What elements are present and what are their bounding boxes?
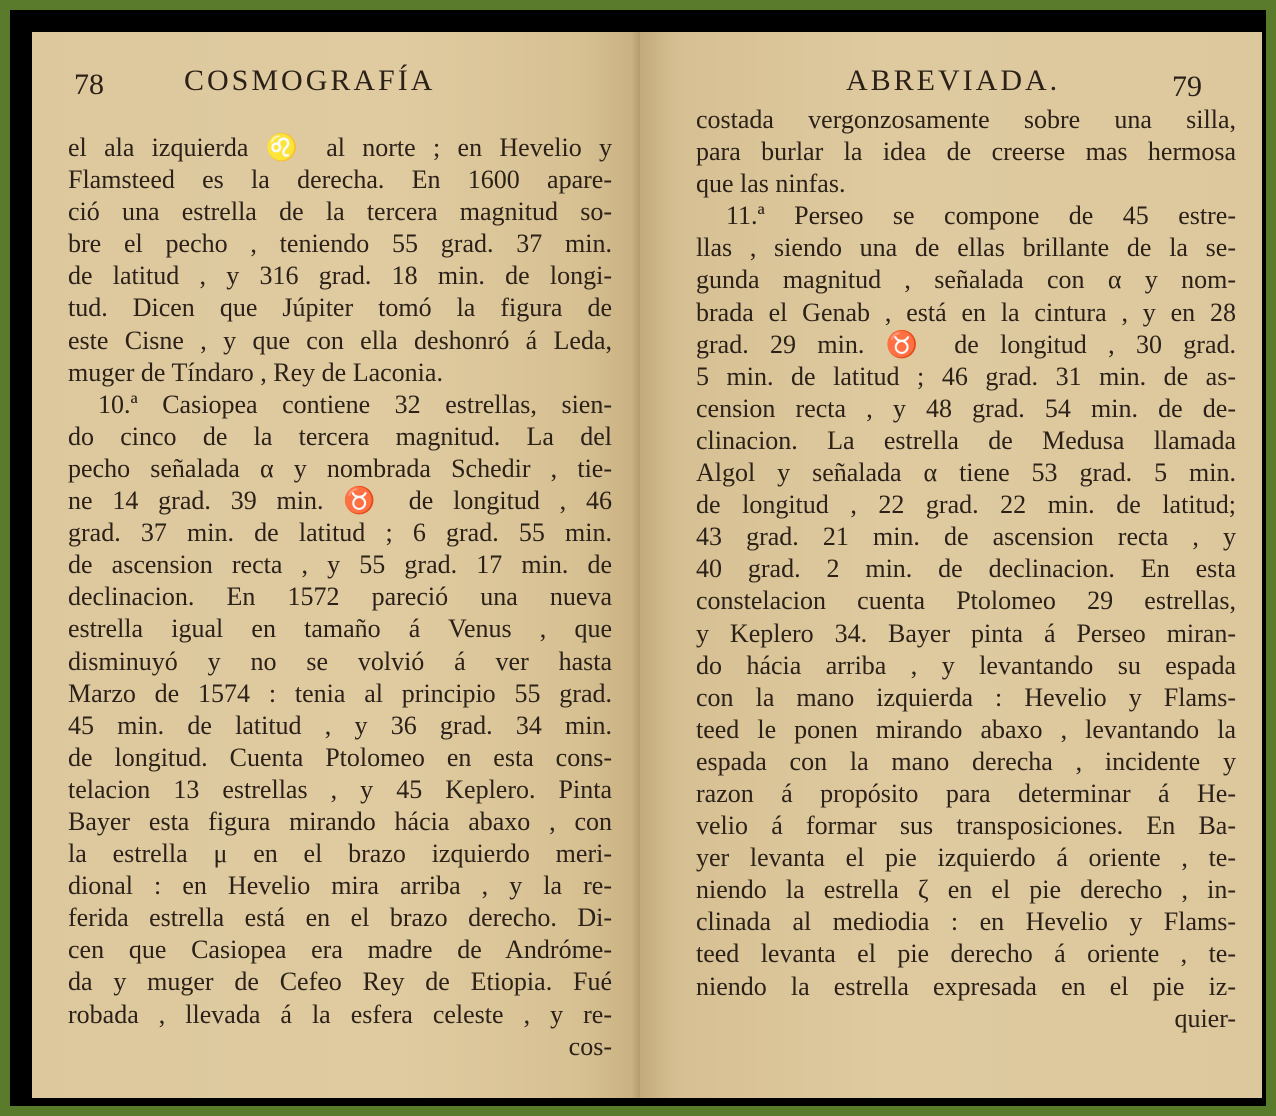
text-line: niendo la estrella expresada en el pie iz- [696, 971, 1236, 1001]
text-line: 43 grad. 21 min. de ascension recta , y [696, 522, 1236, 552]
text-line: de longitud , 22 grad. 22 min. de latitud; [696, 490, 1236, 520]
text-line: telacion 13 estrellas , y 45 Keplero. Pinta [68, 774, 612, 804]
left-page-number: 78 [74, 68, 104, 101]
text-line: para burlar la idea de creerse mas hermosa [696, 137, 1236, 167]
text-line: gunda magnitud , señalada con α y nom- [696, 265, 1236, 295]
catchword: quier- [1174, 1003, 1236, 1033]
text-line: 45 min. de latitud , y 36 grad. 34 min. [68, 710, 612, 740]
text-line: 40 grad. 2 min. de declinacion. En esta [696, 554, 1236, 584]
book-spread [32, 32, 1262, 1098]
text-line: clinada al mediodia : en Hevelio y Flams- [696, 907, 1236, 937]
text-line: de longitud. Cuenta Ptolomeo en esta cons- [68, 742, 612, 772]
text-line: dional : en Hevelio mira arriba , y la re- [68, 871, 612, 901]
text-line: Algol y señalada α tiene 53 grad. 5 min. [696, 458, 1236, 488]
text-line: pecho señalada α y nombrada Schedir , tie- [68, 453, 612, 483]
text-line: este Cisne , y que con ella deshonró á Leda, [68, 325, 612, 355]
left-page-header [68, 32, 612, 104]
right-page-body [696, 104, 1236, 1035]
text-line: ció una estrella de la tercera magnitud so- [68, 197, 612, 227]
text-line: yer levanta el pie izquierdo á oriente , te- [696, 843, 1236, 873]
text-line: teed levanta el pie derecho á oriente , te- [696, 939, 1236, 969]
left-running-head: COSMOGRAFÍA [184, 64, 436, 97]
left-page-body [68, 132, 612, 1063]
text-line: Flamsteed es la derecha. En 1600 apare- [68, 165, 612, 195]
text-line: de latitud , y 316 grad. 18 min. de longi- [68, 261, 612, 291]
text-line: que las ninfas. [696, 169, 846, 199]
text-line: niendo la estrella ζ en el pie derecho , in- [696, 875, 1236, 905]
text-line: de ascension recta , y 55 grad. 17 min. de [68, 550, 612, 580]
right-page-number: 79 [1172, 70, 1202, 103]
text-line: teed le ponen mirando abaxo , levantando la [696, 714, 1236, 744]
text-line: y Keplero 34. Bayer pinta á Perseo miran- [696, 618, 1236, 648]
catchword: cos- [568, 1031, 612, 1061]
text-line: tud. Dicen que Júpiter tomó la figura de [68, 293, 612, 323]
text-line: do cinco de la tercera magnitud. La del [68, 421, 612, 451]
text-line: bre el pecho , teniendo 55 grad. 37 min. [68, 229, 612, 259]
text-line: grad. 29 min. ♉ de longitud , 30 grad. [696, 329, 1236, 359]
text-line: disminuyó y no se volvió á ver hasta [68, 646, 612, 676]
text-line: llas , siendo una de ellas brillante de la se- [696, 233, 1236, 263]
right-page [640, 32, 1262, 1098]
text-line: Marzo de 1574 : tenia al principio 55 grad. [68, 678, 612, 708]
text-line: brada el Genab , está en la cintura , y en 28 [696, 297, 1236, 327]
text-line: 11.ª Perseo se compone de 45 estre- [726, 201, 1236, 231]
text-line: cension recta , y 48 grad. 54 min. de de- [696, 393, 1236, 423]
text-line: grad. 37 min. de latitud ; 6 grad. 55 min. [68, 518, 612, 548]
text-line: cen que Casiopea era madre de Andróme- [68, 935, 612, 965]
text-line: da y muger de Cefeo Rey de Etiopia. Fué [68, 967, 612, 997]
text-line: el ala izquierda ♌ al norte ; en Hevelio y [68, 133, 612, 162]
text-line: clinacion. La estrella de Medusa llamada [696, 425, 1236, 455]
text-line: 10.ª Casiopea contiene 32 estrellas, sien- [98, 389, 612, 419]
text-line: espada con la mano derecha , incidente y [696, 746, 1236, 776]
text-line: ferida estrella está en el brazo derecho. Di- [68, 903, 612, 933]
right-page-header [696, 32, 1236, 104]
text-line: robada , llevada á la esfera celeste , y re- [68, 999, 612, 1029]
text-line: constelacion cuenta Ptolomeo 29 estrellas, [696, 586, 1236, 616]
text-line: declinacion. En 1572 pareció una nueva [68, 582, 612, 612]
text-line: con la mano izquierda : Hevelio y Flams- [696, 682, 1236, 712]
text-line: estrella igual en tamaño á Venus , que [68, 614, 612, 644]
text-line: razon á propósito para determinar á He- [696, 778, 1236, 808]
left-page [32, 32, 640, 1098]
photo-frame [10, 10, 1266, 1106]
text-line: la estrella μ en el brazo izquierdo meri- [68, 839, 612, 869]
text-line: 5 min. de latitud ; 46 grad. 31 min. de as- [696, 361, 1236, 391]
text-line: ne 14 grad. 39 min. ♉ de longitud , 46 [68, 486, 612, 516]
text-line: costada vergonzosamente sobre una silla, [696, 105, 1236, 134]
text-line: do hácia arriba , y levantando su espada [696, 650, 1236, 680]
text-line: muger de Tíndaro , Rey de Laconia. [68, 357, 443, 387]
right-running-head: ABREVIADA. [846, 64, 1061, 97]
text-line: Bayer esta figura mirando hácia abaxo , con [68, 806, 612, 836]
text-line: velio á formar sus transposiciones. En Ba- [696, 811, 1236, 841]
